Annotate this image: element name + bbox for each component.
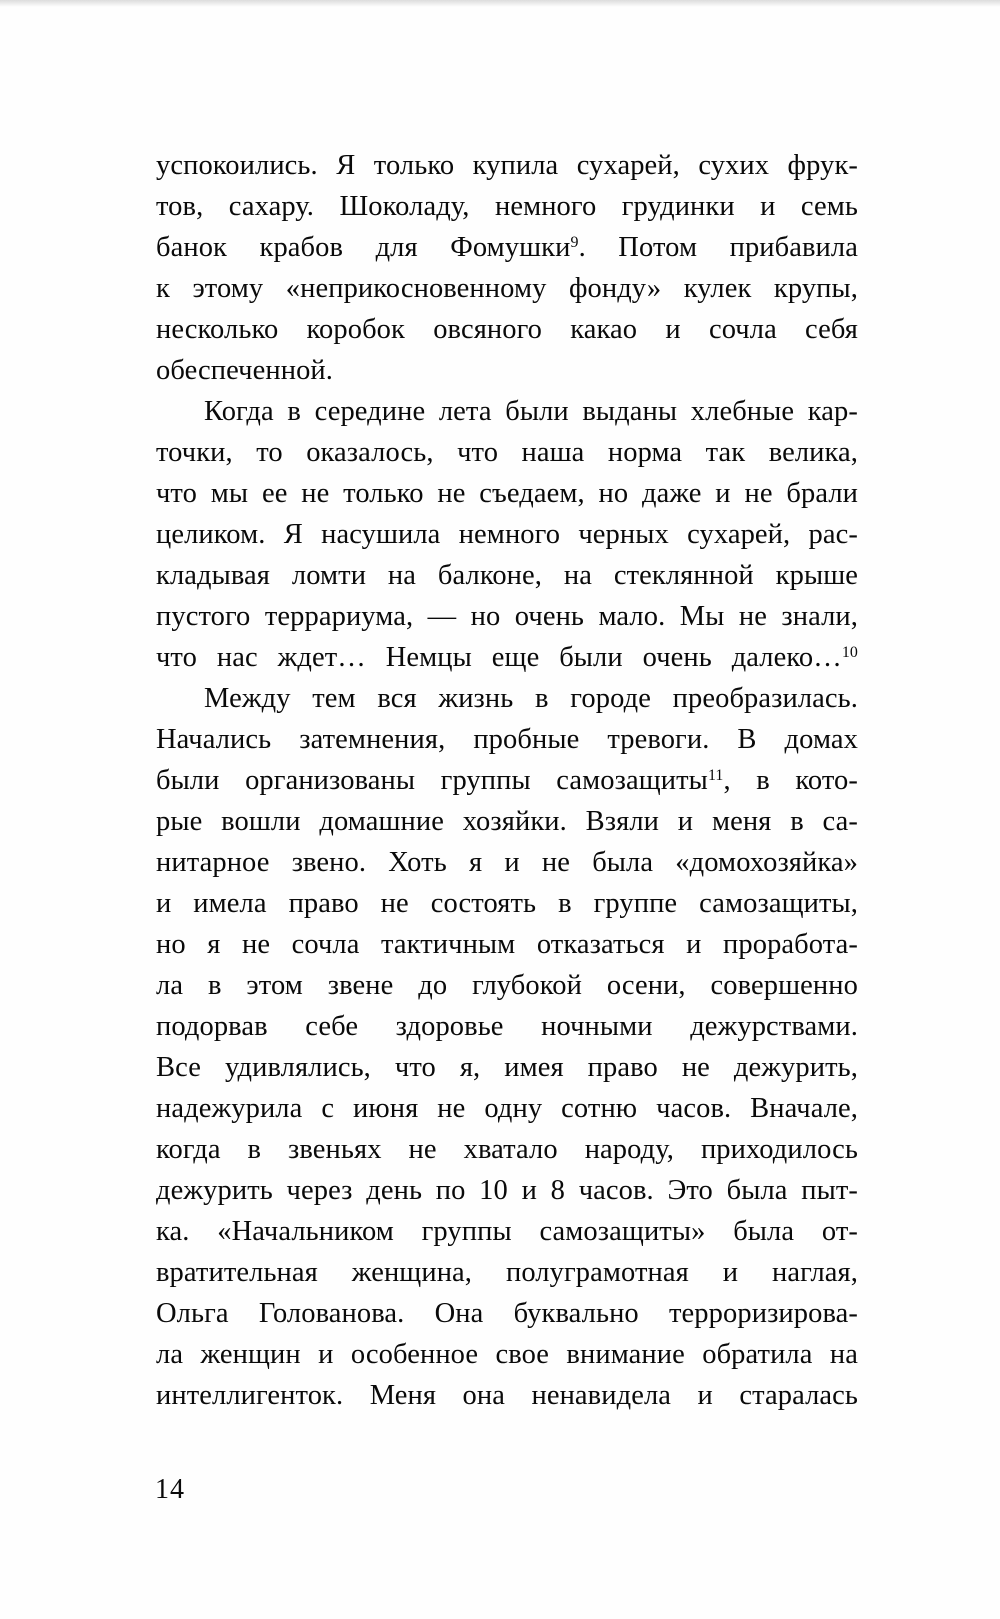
footnote-marker: 9	[570, 234, 579, 252]
text-line: что нас ждет… Немцы еще были очень далеко…$^{10}$	[156, 642, 858, 673]
text-line: но я не сочла тактичным отказаться и проработа-	[156, 929, 858, 960]
footnote-marker: 10	[841, 644, 858, 662]
text-line: когда в звеньях не хватало народу, приходилось	[156, 1134, 858, 1165]
text-line: несколько коробок овсяного какао и сочла себя	[156, 314, 858, 345]
page-number: 14	[155, 1474, 185, 1505]
text-line: рые вошли домашние хозяйки. Взяли и меня в са-	[156, 806, 858, 837]
text-line: целиком. Я насушила немного черных сухарей, рас-	[156, 519, 858, 550]
text-line: Начались затемнения, пробные тревоги. В домах	[156, 724, 858, 755]
text-line: ка. «Начальником группы самозащиты» была от-	[156, 1216, 858, 1247]
text-line: что мы ее не только не съедаем, но даже и не брали	[156, 478, 858, 509]
text-line: надежурила с июня не одну сотню часов. Вначале,	[156, 1093, 858, 1124]
scan-edge-shadow	[0, 0, 1000, 7]
paragraph	[156, 391, 858, 678]
text-line: дежурить через день по 10 и 8 часов. Это была пыт-	[156, 1175, 858, 1206]
text-line: обеспеченной.	[156, 355, 333, 386]
body-text	[156, 145, 858, 1416]
text-line: и имела право не состоять в группе самозащиты,	[156, 888, 858, 919]
text-line: Ольга Голованова. Она буквально терроризирова-	[156, 1298, 858, 1329]
paragraph	[156, 678, 858, 1416]
text-line: тов, сахару. Шоколаду, немного грудинки и семь	[156, 191, 858, 222]
footnote-marker: 11	[707, 767, 724, 785]
text-line: пустого террариума, — но очень мало. Мы не знали,	[156, 601, 858, 632]
text-line: подорвав себе здоровье ночными дежурствами.	[156, 1011, 858, 1042]
text-line: ла женщин и особенное свое внимание обратила на	[156, 1339, 858, 1370]
text-line: ла в этом звене до глубокой осени, совершенно	[156, 970, 858, 1001]
text-line: были организованы группы самозащиты$^{11}$, в кото-	[156, 765, 858, 796]
text-line: вратительная женщина, полуграмотная и наглая,	[156, 1257, 858, 1288]
text-line: интеллигенток. Меня она ненавидела и старалась	[156, 1380, 858, 1411]
text-line: Все удивлялись, что я, имея право не дежурить,	[156, 1052, 858, 1083]
text-line: точки, то оказалось, что наша норма так велика,	[156, 437, 858, 468]
paragraph	[156, 145, 858, 391]
text-line: кладывая ломти на балконе, на стеклянной крыше	[156, 560, 858, 591]
text-line: Когда в середине лета были выданы хлебные кар-	[204, 396, 858, 427]
text-line: успокоились. Я только купила сухарей, сухих фрук-	[156, 150, 858, 181]
text-line: Между тем вся жизнь в городе преобразилась.	[204, 683, 858, 714]
text-line: к этому «неприкосновенному фонду» кулек крупы,	[156, 273, 858, 304]
text-line: нитарное звено. Хоть я и не была «домохозяйка»	[156, 847, 858, 878]
text-line: банок крабов для Фомушки$^9$. Потом прибавила	[156, 232, 858, 263]
